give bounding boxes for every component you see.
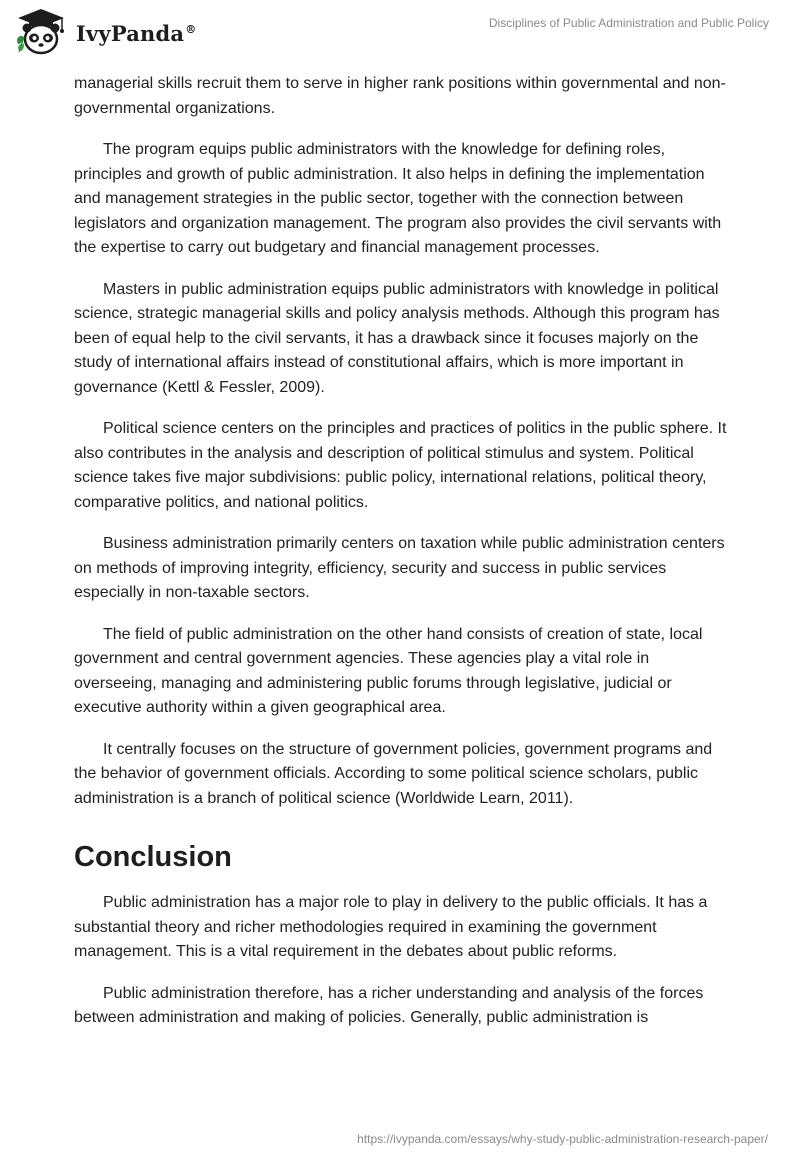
paragraph: Business administration primarily centers on taxation while public administration centers on methods of improving integrity, efficiency, security and success in public services especially in non-taxable sectors. — [74, 535, 725, 601]
paragraph: managerial skills recruit them to serve in higher rank positions within governmental and non-governmental organizations. — [74, 75, 726, 117]
paragraph: Political science centers on the principles and practices of politics in the public sphere. It also contributes in the analysis and description of political stimulus and system. Political science takes five major subdivisions: public policy, international relations, political theory, comparative politics, and national politics. — [74, 420, 727, 511]
paragraph: The field of public administration on the other hand consists of creation of state, local government and central government agencies. These agencies play a vital role in overseeing, managing and administering public forums through legislative, judicial or executive authority within a given geographical area. — [74, 625, 703, 716]
panda-graduation-cap-icon — [14, 6, 68, 56]
essay-body — [74, 72, 734, 1048]
page-header — [0, 0, 800, 64]
paragraph: It centrally focuses on the structure of government policies, government programs and the behavior of government officials. According to some political science scholars, public administration is a branch of political science (Worldwide Learn, 2011). — [74, 740, 713, 807]
paragraph: Public administration therefore, has a richer understanding and analysis of the forces between administration and making of policies. Generally, public administration is — [74, 984, 704, 1026]
ivypanda-logo[interactable] — [14, 6, 196, 56]
paragraph: The program equips public administrators with the knowledge for defining roles, principles and growth of public administration. It also helps in defining the implementation and management strategies in the public sector, together with the connection between legislators and organization management. The program also provides the civil servants with the expertise to carry out budgetary and financial management processes. — [74, 141, 722, 256]
paragraph: Public administration has a major role to play in delivery to the public officials. It has a substantial theory and richer methodologies required in examining the government management. This is a vital requirement in the debates about public reforms. — [74, 894, 708, 960]
conclusion-heading: Conclusion — [74, 841, 232, 873]
source-url[interactable]: https://ivypanda.com/essays/why-study-public-administration-research-paper/ — [357, 1132, 768, 1146]
document-title: Disciplines of Public Administration and Public Policy — [488, 16, 769, 30]
brand-name: IvyPanda® — [76, 20, 197, 46]
paragraph: Masters in public administration equips public administrators with knowledge in political science, strategic managerial skills and policy analysis methods. Although this program has been of equal help to the civil servants, it has a drawback since it focuses majorly on the study of international affairs instead of constitutional affairs, which is more important in governance (Kettl & Fessler, 2009). — [74, 280, 720, 396]
